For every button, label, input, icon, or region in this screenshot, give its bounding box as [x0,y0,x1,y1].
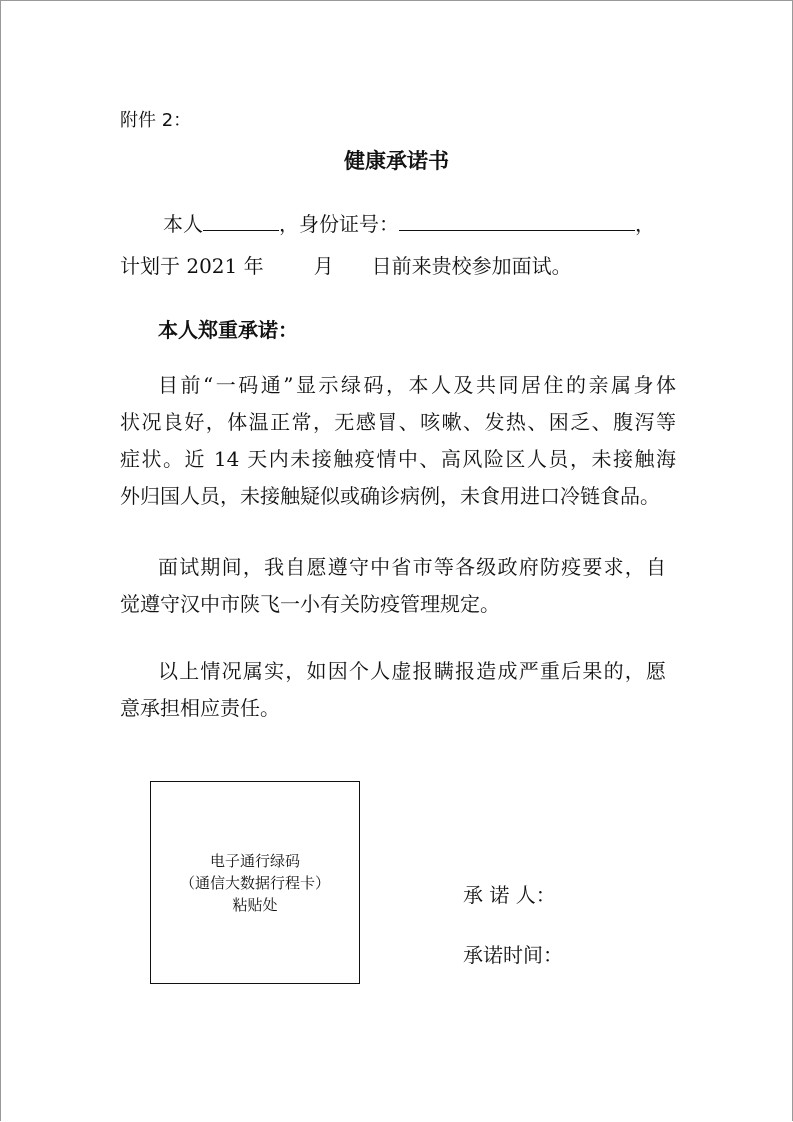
paragraph-1-line: 症状。近 14 天内未接触疫情中、高风险区人员，未接触海 [120,447,676,471]
date-label: 承诺时间： [463,943,563,967]
plan-text: 计划于 2021 年 [120,254,264,278]
paragraph-1-line: 外归国人员，未接触疑似或确诊病例，未食用进口冷链食品。 [120,484,660,508]
paragraph-1-line: 状况良好，体温正常，无感冒、咳嗽、发热、困乏、腹泻等 [120,410,676,434]
pledge-heading: 本人郑重承诺： [158,318,298,342]
green-code-paste-box [150,781,360,984]
id-label: ，身份证号： [279,212,399,236]
paragraph-3-line: 以上情况属实，如因个人虚报瞒报造成严重后果的，愿 [158,659,666,683]
paste-box-line-3: 粘贴处 [232,895,278,914]
paragraph-2-line: 面试期间，我自愿遵守中省市等各级政府防疫要求，自 [158,555,666,579]
signer-label: 承 诺 人： [463,883,556,907]
paragraph-1 [120,367,676,515]
document-title: 健康承诺书 [344,148,449,173]
paragraph-2 [120,549,666,623]
id-suffix: ， [635,212,655,236]
name-blank[interactable] [203,210,279,231]
month-label: 月 [313,254,334,278]
paragraph-3 [120,653,666,727]
paragraph-2-line: 觉遵守汉中市陕飞一小有关防疫管理规定。 [120,592,500,616]
attachment-label: 附件 2： [120,110,192,131]
intro-line-1 [163,208,655,237]
paragraph-3-line: 意承担相应责任。 [120,696,280,720]
paste-box-line-1: 电子通行绿码 [209,851,300,870]
day-text: 日前来贵校参加面试。 [371,254,572,278]
intro-line-2 [120,250,572,279]
paragraph-1-line: 目前“一码通”显示绿码，本人及共同居住的亲属身体 [158,373,676,397]
paste-box-line-2: （通信大数据行程卡） [179,873,330,892]
name-label: 本人 [163,212,203,236]
id-number-blank[interactable] [399,210,635,231]
